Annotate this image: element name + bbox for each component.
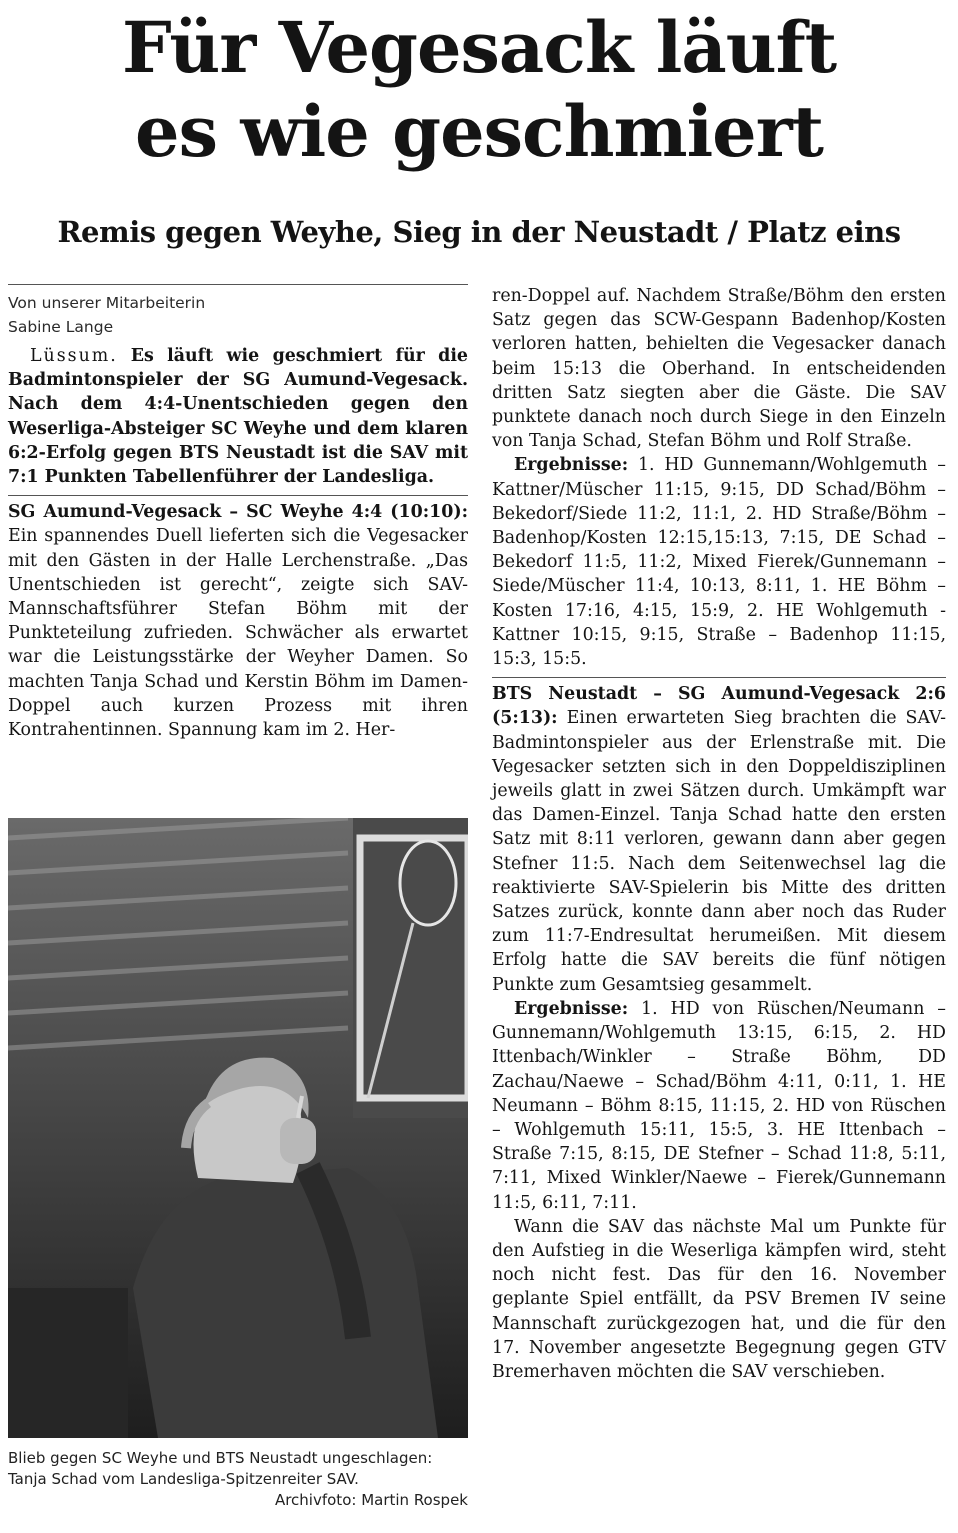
byline: [8, 291, 468, 339]
byline-intro: Von unserer Mitarbeiterin: [8, 294, 206, 312]
right-column: [492, 284, 946, 1384]
results2-paragraph: [492, 997, 946, 1215]
headline-line-2: es wie geschmiert: [135, 90, 823, 173]
lead-text: Es läuft wie geschmiert für die Badmintonspieler der SG Aumund-Vegesack. Nach dem 4:4-Unentschieden gegen den Weserliga-Absteiger SC Weyhe und dem klaren 6:2-Erfolg gegen BTS Neustadt ist die SAV mit 7:1 Punkten Tabellenführer der Landesliga.: [8, 346, 468, 488]
section1-paragraph: [8, 500, 468, 742]
section-divider-2: [492, 677, 946, 678]
dateline: Lüssum.: [30, 346, 118, 366]
section2-heading: BTS Neustadt – SG Aumund-Vegesack 2:6 (5:13):: [492, 684, 946, 729]
results1-paragraph: [492, 453, 946, 671]
results2-text: 1. HD von Rüschen/Neumann – Gunnemann/Wohlgemuth 13:15, 6:15, 2. HD Ittenbach/Winkler – Straße Böhm, DD Zachau/Naewe – Schad/Böhm 4:11, 0:11, 1. HE Neumann – Böhm 8:15, 11:15, 2. HD von Rüschen – Wohlgemuth 15:11, 15:5, 3. HE Ittenbach – Straße 7:15, 8:15, DE Stefner – Schad 11:8, 5:11, 7:11, Mixed Winkler/Naewe – Fierek/Gunnemann 11:5, 6:11, 7:11.: [492, 998, 947, 1213]
player-photo-image: [8, 818, 468, 1438]
section-divider: [8, 495, 468, 496]
photo-credit: Archivfoto: Martin Rospek: [274, 1491, 468, 1509]
byline-author: Sabine Lange: [8, 318, 114, 336]
results1-text: 1. HD Gunnemann/Wohlgemuth – Kattner/Müscher 11:15, 9:15, DD Schad/Böhm – Bekedorf/Siede 11:2, 11:1, 2. HD Straße/Böhm – Badenhop/Kosten 12:15,15:13, 7:15, DE Schad – Bekedorf 11:5, 11:2, Mixed Fierek/Gunnemann – Siede/Müscher 11:4, 10:13, 8:11, 1. HE Böhm – Kosten 17:16, 4:15, 15:9, 2. HE Wohlgemuth - Kattner 10:15, 9:15, Straße – Badenhop 11:15, 15:3, 15:5.: [492, 455, 946, 670]
results1-label: Ergebnisse:: [514, 455, 629, 476]
section1-text: Ein spannendes Duell lieferten sich die Vegesacker mit den Gästen in der Halle Lerchenstraße. „Das Unentschieden ist gerecht“, zeigte sich SAV-Mannschaftsführer Stefan Böhm mit der Punkteteilung zufrieden. Schwächer als erwartet war die Leistungsstärke der Weyher Damen. So machten Tanja Schad und Kerstin Böhm im Damen-Doppel auch kurzen Prozess mit ihren Kontrahentinnen. Spannung kam im 2. Her-: [8, 526, 468, 741]
section1-continued: ren-Doppel auf. Nachdem Straße/Böhm den ersten Satz gegen das SCW-Gespann Badenhop/Kosten verloren hatten, behielten die Vegesacker danach beim 15:13 die Oberhand. In entscheidenden dritten Satz siegten aber die Gäste. Die SAV punktete danach noch durch Siege in den Einzeln von Tanja Schad, Stefan Böhm und Rolf Straße.: [492, 286, 946, 452]
article-photo: [8, 818, 468, 1438]
headline-line-1: Für Vegesack läuft: [121, 6, 837, 89]
closing-paragraph: Wann die SAV das nächste Mal um Punkte für den Aufstieg in die Weserliga kämpfen wird, steht noch nicht fest. Das für den 16. November geplante Spiel entfällt, da PSV Bremen IV seine Mannschaft zurückgezogen hat, und die für den 17. November angesetzte Begegnung gegen GTV Bremerhaven möchten die SAV verschieben.: [492, 1216, 946, 1382]
caption-text: Blieb gegen SC Weyhe und BTS Neustadt ungeschlagen: Tanja Schad vom Landesliga-Spitzenreiter SAV.: [8, 1449, 433, 1488]
subheadline: Remis gegen Weyhe, Sieg in der Neustadt / Platz eins: [57, 215, 901, 249]
left-column: [8, 344, 468, 742]
section2-text: Einen erwarteten Sieg brachten die SAV-Badmintonspieler aus der Erlenstraße mit. Die Vegesacker setzten sich in den Doppeldisziplinen jeweils glatt in zwei Sätzen durch. Umkämpft war das Damen-Einzel. Tanja Schad hatte den ersten Satz mit 8:11 verloren, gewann dann aber gegen Stefner 11:5. Nach dem Seitenwechsel lag die reaktivierte SAV-Spielerin bis Mitte des dritten Satzes zurück, konnte dann aber noch das Ruder zum 11:7-Endresultat herumeißen. Mit diesem Erfolg hatte die SAV bereits die fünf nötigen Punkte zum Gesamtsieg gesammelt.: [492, 708, 946, 995]
photo-caption: [8, 1448, 468, 1511]
lead-paragraph: [8, 344, 468, 489]
byline-divider: [8, 284, 468, 285]
section1-heading: SG Aumund-Vegesack – SC Weyhe 4:4 (10:10):: [8, 502, 468, 523]
headline: [0, 6, 958, 174]
section2-paragraph: [492, 682, 946, 997]
results2-label: Ergebnisse:: [514, 998, 629, 1019]
